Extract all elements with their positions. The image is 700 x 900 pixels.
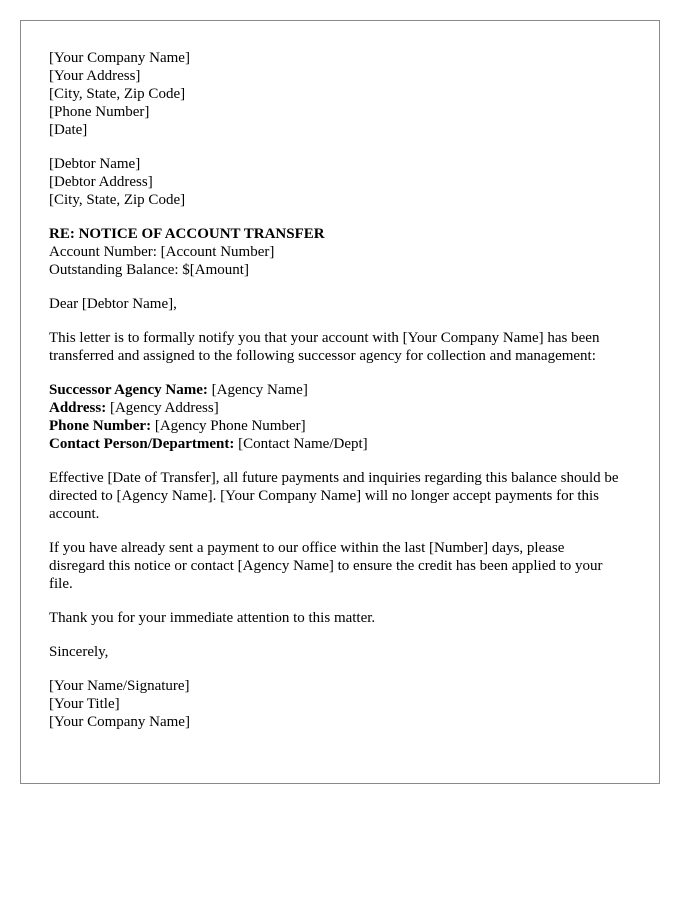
effective-paragraph: Effective [Date of Transfer], all future payments and inquiries regarding this balance should be directed to [Agency Name]. [Your Company Name] will no longer accept payments for this account.	[49, 470, 619, 522]
thanks-paragraph: Thank you for your immediate attention to this matter.	[49, 610, 376, 626]
sender-block	[49, 49, 631, 139]
intro-paragraph: This letter is to formally notify you that your account with [Your Company Name] has been transferred and assigned to the following successor agency for collection and management:	[49, 330, 600, 364]
agency-block	[49, 381, 631, 453]
sender-city-state-zip: [City, State, Zip Code]	[49, 86, 186, 102]
agency-address-label: Address:	[49, 400, 107, 416]
agency-phone-value: [Agency Phone Number]	[151, 418, 306, 434]
agency-phone-label: Phone Number:	[49, 418, 152, 434]
agency-contact-row	[49, 435, 631, 453]
sender-phone: [Phone Number]	[49, 104, 150, 120]
agency-name-row	[49, 381, 631, 399]
subject-line: RE: NOTICE OF ACCOUNT TRANSFER	[49, 226, 325, 242]
signature-company: [Your Company Name]	[49, 714, 190, 730]
agency-contact-label: Contact Person/Department:	[49, 436, 235, 452]
sender-address: [Your Address]	[49, 68, 141, 84]
recipient-city-state-zip: [City, State, Zip Code]	[49, 192, 186, 208]
agency-name-label: Successor Agency Name:	[49, 382, 208, 398]
letter-date: [Date]	[49, 122, 88, 138]
agency-contact-value: [Contact Name/Dept]	[234, 436, 368, 452]
recipient-address: [Debtor Address]	[49, 174, 153, 190]
agency-name-value: [Agency Name]	[207, 382, 308, 398]
subject-block	[49, 225, 631, 279]
outstanding-balance: Outstanding Balance: $[Amount]	[49, 262, 249, 278]
signature-name: [Your Name/Signature]	[49, 678, 190, 694]
agency-address-value: [Agency Address]	[106, 400, 219, 416]
agency-phone-row	[49, 417, 631, 435]
signature-block	[49, 677, 631, 731]
letter-page	[20, 20, 660, 784]
payment-paragraph: If you have already sent a payment to our office within the last [Number] days, please disregard this notice or contact [Agency Name] to ensure the credit has been applied to your file.	[49, 540, 603, 592]
closing: Sincerely,	[49, 644, 109, 660]
sender-company: [Your Company Name]	[49, 50, 190, 66]
salutation: Dear [Debtor Name],	[49, 296, 177, 312]
signature-title: [Your Title]	[49, 696, 120, 712]
recipient-name: [Debtor Name]	[49, 156, 141, 172]
agency-address-row	[49, 399, 631, 417]
account-number: Account Number: [Account Number]	[49, 244, 275, 260]
recipient-block	[49, 155, 631, 209]
